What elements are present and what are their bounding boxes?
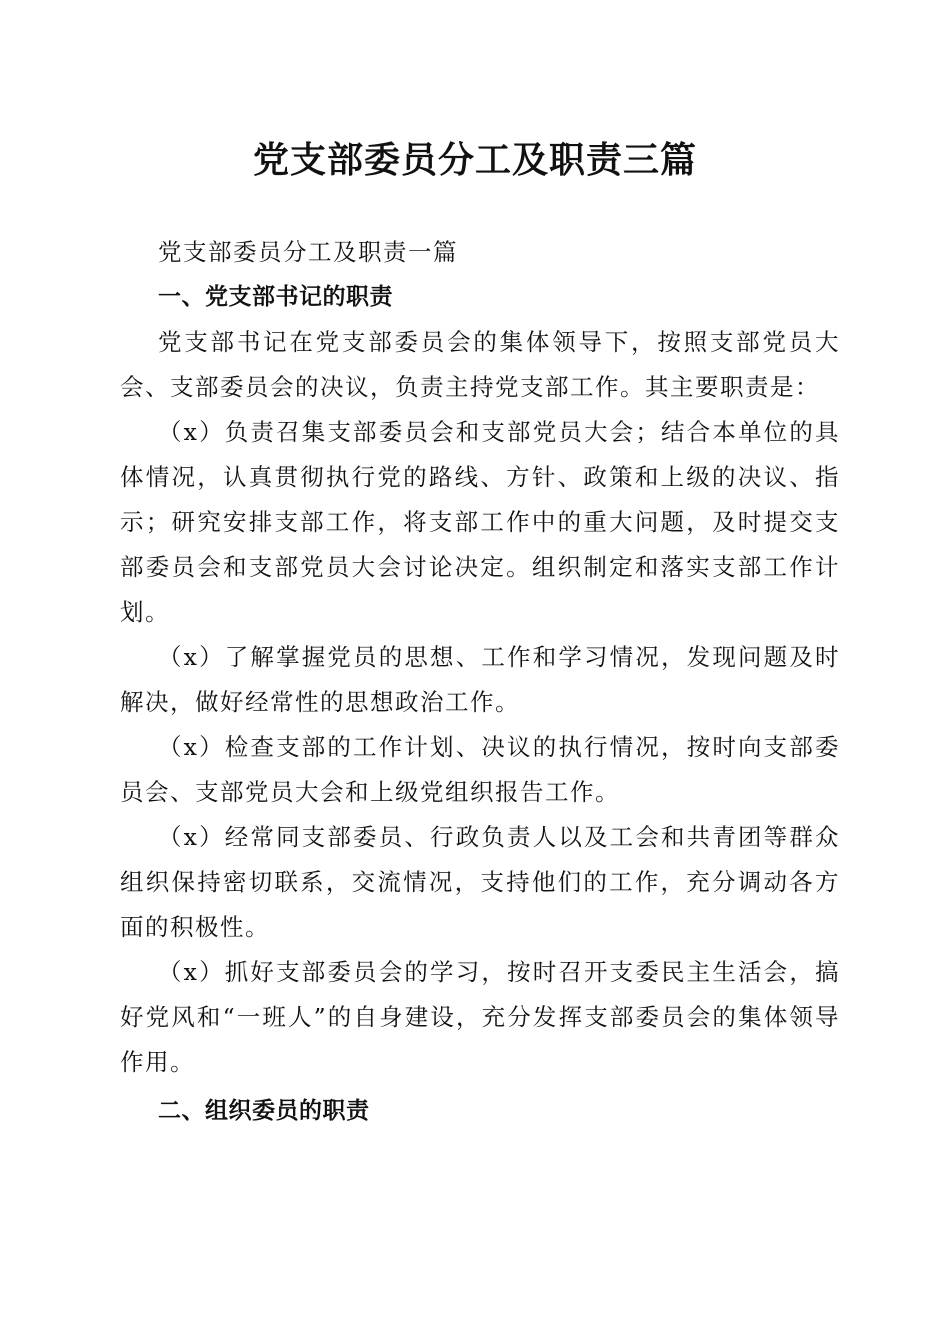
document-body [120,230,840,1134]
duty-item: （x）经常同支部委员、行政负责人以及工会和共青团等群众组织保持密切联系，交流情况，支持他们的工作，充分调动各方面的积极性。 [120,823,840,941]
section-intro-paragraph: 党支部书记在党支部委员会的集体领导下，按照支部党员大会、支部委员会的决议，负责主持党支部工作。其主要职责是： [120,328,840,401]
section-heading-organization: 二、组织委员的职责 [158,1098,370,1124]
duty-item: （x）抓好支部委员会的学习，按时召开支委民主生活会，搞好党风和“一班人”的自身建设，充分发挥支部委员会的集体领导作用。 [120,958,840,1076]
section-heading-secretary: 一、党支部书记的职责 [158,284,393,310]
duty-item: （x）检查支部的工作计划、决议的执行情况，按时向支部委员会、支部党员大会和上级党组织报告工作。 [120,733,840,806]
duty-item: （x）了解掌握党员的思想、工作和学习情况，发现问题及时解决，做好经常性的思想政治工作。 [120,643,840,716]
document-title: 党支部委员分工及职责三篇 [252,139,697,181]
duty-item: （x）负责召集支部委员会和支部党员大会；结合本单位的具体情况，认真贯彻执行党的路线、方针、政策和上级的决议、指示；研究安排支部工作，将支部工作中的重大问题，及时提交支部委员会和支部党员大会讨论决定。组织制定和落实支部工作计划。 [120,418,840,626]
document-subtitle: 党支部委员分工及职责一篇 [158,238,458,266]
